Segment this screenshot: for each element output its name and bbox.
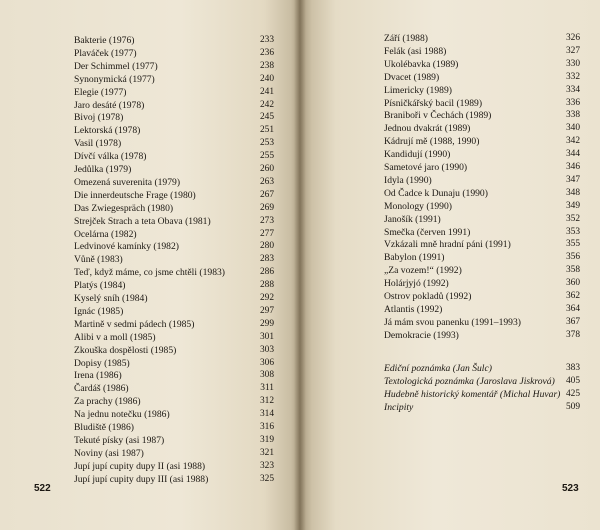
entry-page-number: 362	[565, 291, 580, 301]
entry-title: Platýs (1984)	[74, 280, 126, 292]
entry-title: Ocelárna (1982)	[74, 228, 137, 240]
toc-entry	[384, 161, 580, 174]
entry-page-number: 286	[259, 267, 274, 278]
entry-page-number: 233	[259, 35, 274, 45]
entry-title: Vasil (1978)	[74, 138, 122, 150]
entry-page-number: 306	[259, 357, 274, 368]
entry-page-number: 316	[259, 422, 274, 432]
entry-title: Čardáš (1986)	[74, 383, 129, 395]
entry-page-number: 299	[259, 318, 274, 329]
entry-title: Já mám svou panenku (1991–1993)	[384, 316, 521, 328]
toc-entry	[74, 253, 274, 266]
entry-page-number: 236	[259, 47, 274, 58]
toc-entry	[384, 32, 580, 45]
toc-entry	[74, 421, 274, 434]
entry-title: Bakterie (1976)	[74, 35, 135, 46]
entry-page-number: 344	[565, 149, 580, 160]
toc-entry	[74, 460, 274, 473]
entry-title: Martině v sedmi pádech (1985)	[74, 318, 195, 330]
entry-page-number: 319	[259, 434, 274, 445]
book-gutter	[294, 0, 306, 530]
entry-page-number: 509	[565, 401, 580, 412]
entry-page-number: 255	[259, 151, 274, 162]
entry-title: Omezená suverenita (1979)	[74, 176, 181, 188]
entry-title: Od Čadce k Dunaju (1990)	[384, 187, 488, 199]
toc-entry	[74, 240, 274, 253]
toc-entry	[384, 226, 580, 239]
entry-title: Felák (asi 1988)	[384, 45, 447, 57]
entry-page-number: 342	[565, 136, 580, 147]
entry-title: Dvacet (1989)	[384, 71, 440, 83]
toc-entry	[74, 344, 274, 357]
entry-page-number: 308	[259, 370, 274, 381]
entry-title: Ledvinové kamínky (1982)	[74, 241, 179, 253]
entry-title: Smečka (červen 1991)	[384, 226, 471, 238]
entry-page-number: 338	[565, 110, 580, 121]
entry-page-number: 273	[259, 215, 274, 226]
entry-page-number: 405	[565, 375, 580, 386]
toc-note-entry	[384, 375, 580, 388]
toc-entry	[74, 111, 274, 124]
entry-page-number: 245	[259, 112, 274, 123]
entry-page-number: 347	[565, 174, 580, 185]
toc-entry	[74, 369, 274, 382]
toc-entry	[74, 447, 274, 460]
toc-entry	[74, 408, 274, 421]
page-number: 523	[562, 483, 579, 494]
entry-page-number: 267	[259, 189, 274, 200]
entry-page-number: 321	[259, 447, 274, 458]
entry-page-number: 327	[565, 45, 580, 56]
entry-page-number: 326	[565, 33, 580, 43]
entry-page-number: 280	[259, 241, 274, 252]
entry-page-number: 356	[565, 252, 580, 263]
entry-page-number: 238	[259, 60, 274, 71]
toc-entry	[74, 228, 274, 241]
toc-entry	[74, 150, 274, 163]
entry-page-number: 348	[565, 187, 580, 198]
entry-title: Das Zwiegespräch (1980)	[74, 202, 174, 214]
entry-title: Za prachy (1986)	[74, 396, 141, 408]
entry-title: Kandidují (1990)	[384, 149, 451, 161]
entry-title: Kádrují mě (1988, 1990)	[384, 136, 480, 148]
toc-entry	[384, 174, 580, 187]
toc-entry	[384, 264, 580, 277]
toc-entry	[74, 331, 274, 344]
toc-entry	[74, 60, 274, 73]
toc-entry	[384, 97, 580, 110]
entry-page-number: 355	[565, 239, 580, 250]
entry-title: Incipity	[384, 401, 414, 413]
entry-page-number: 364	[565, 303, 580, 314]
entry-page-number: 263	[259, 176, 274, 187]
entry-page-number: 303	[259, 344, 274, 355]
entry-page-number: 323	[259, 460, 274, 471]
toc-entry	[74, 357, 274, 370]
entry-title: Zkouška dospělosti (1985)	[74, 344, 177, 356]
entry-page-number: 358	[565, 265, 580, 276]
toc-entry	[384, 187, 580, 200]
entry-title: Lektorská (1978)	[74, 125, 141, 137]
entry-page-number: 251	[259, 125, 274, 136]
toc-entry	[384, 84, 580, 97]
entry-page-number: 334	[565, 84, 580, 95]
toc-entry	[384, 303, 580, 316]
entry-page-number: 241	[259, 86, 274, 97]
toc-entry	[384, 238, 580, 251]
toc-entry	[74, 395, 274, 408]
entry-page-number: 253	[259, 138, 274, 149]
entry-title: Monology (1990)	[384, 200, 452, 212]
toc-entry	[384, 251, 580, 264]
entry-page-number: 260	[259, 164, 274, 174]
toc-entry	[384, 329, 580, 342]
toc-entry	[74, 47, 274, 60]
entry-page-number: 330	[565, 58, 580, 69]
entry-title: Limericky (1989)	[384, 84, 452, 96]
entry-title: Jupí jupí cupity dupy II (asi 1988)	[74, 460, 206, 472]
entry-title: Jaro desáté (1978)	[74, 99, 145, 111]
entry-title: Irena (1986)	[74, 370, 122, 382]
entry-title: Září (1988)	[384, 33, 428, 44]
entry-title: Die innerdeutsche Frage (1980)	[74, 189, 196, 201]
entry-page-number: 349	[565, 200, 580, 211]
toc-entry	[384, 213, 580, 226]
entry-title: Písničkářský bacil (1989)	[384, 97, 483, 109]
entry-page-number: 383	[565, 363, 580, 373]
entry-page-number: 312	[259, 396, 274, 407]
toc-entry	[384, 148, 580, 161]
right-page	[300, 0, 600, 530]
entry-page-number: 352	[565, 213, 580, 224]
toc-entry	[74, 137, 274, 150]
entry-title: Sametové jaro (1990)	[384, 162, 468, 173]
entry-title: Vzkázali mně hradní páni (1991)	[384, 239, 511, 251]
toc-entry	[384, 71, 580, 84]
entry-page-number: 367	[565, 316, 580, 327]
entry-page-number: 346	[565, 162, 580, 172]
toc-entry	[384, 135, 580, 148]
entry-title: Braniboři v Čechách (1989)	[384, 110, 492, 122]
toc-entry	[74, 34, 274, 47]
entry-page-number: 325	[259, 473, 274, 484]
entry-title: Holárjyjó (1992)	[384, 278, 449, 290]
entry-page-number: 425	[565, 388, 580, 399]
entry-title: Kyselý sníh (1984)	[74, 293, 148, 304]
entry-title: Dívčí válka (1978)	[74, 151, 147, 163]
entry-title: Vůně (1983)	[74, 254, 123, 266]
toc-entry	[74, 189, 274, 202]
entry-title: Hudebně historický komentář (Michal Huvar)	[384, 388, 561, 400]
toc-entry	[74, 202, 274, 215]
entry-title: Jedůlka (1979)	[74, 164, 132, 175]
toc-entry	[74, 473, 274, 486]
toc-entry	[384, 58, 580, 71]
toc-entry	[384, 200, 580, 213]
toc-entry	[74, 124, 274, 137]
entry-page-number: 378	[565, 329, 580, 340]
entry-page-number: 336	[565, 97, 580, 108]
entry-title: Teď, když máme, co jsme chtěli (1983)	[74, 267, 225, 279]
toc-entry	[74, 305, 274, 318]
toc-entry	[74, 176, 274, 189]
entry-title: Jupí jupí cupity dupy III (asi 1988)	[74, 473, 209, 485]
entry-title: Babylon (1991)	[384, 252, 445, 264]
entry-title: Textologická poznámka (Jaroslava Jiskrová)	[384, 375, 555, 387]
entry-title: Atlantis (1992)	[384, 303, 443, 315]
entry-title: Na jednu notečku (1986)	[74, 409, 170, 421]
toc-entry	[74, 292, 274, 305]
entry-page-number: 301	[259, 331, 274, 342]
entry-page-number: 283	[259, 254, 274, 265]
entry-page-number: 269	[259, 202, 274, 213]
toc-entry	[74, 86, 274, 99]
toc-entry	[384, 45, 580, 58]
entry-page-number: 240	[259, 73, 274, 84]
entry-page-number: 360	[565, 278, 580, 289]
toc-entry	[384, 290, 580, 303]
toc-entry	[74, 434, 274, 447]
entry-page-number: 297	[259, 305, 274, 316]
entry-page-number: 340	[565, 123, 580, 134]
entry-title: Idyla (1990)	[384, 174, 432, 186]
entry-title: Dopisy (1985)	[74, 357, 130, 369]
toc-note-entry	[384, 388, 580, 401]
entry-page-number: 277	[259, 228, 274, 239]
entry-title: Janošík (1991)	[384, 213, 441, 225]
entry-title: Plaváček (1977)	[74, 47, 137, 59]
entry-title: Der Schimmel (1977)	[74, 60, 158, 72]
toc-entry	[74, 73, 274, 86]
toc-entry	[74, 279, 274, 292]
entry-page-number: 314	[259, 409, 274, 420]
toc-entry	[74, 163, 274, 176]
toc-entry	[384, 316, 580, 329]
toc-entry	[74, 318, 274, 331]
entry-title: Tekuté písky (asi 1987)	[74, 434, 165, 446]
toc-entry	[384, 122, 580, 135]
entry-title: Ukolébavka (1989)	[384, 58, 459, 70]
toc-entry	[74, 99, 274, 112]
toc-note-entry	[384, 401, 580, 414]
entry-title: Alibi v a moll (1985)	[74, 331, 156, 343]
entry-page-number: 242	[259, 99, 274, 110]
entry-page-number: 288	[259, 280, 274, 291]
entry-title: Bludiště (1986)	[74, 422, 134, 433]
entry-page-number: 332	[565, 71, 580, 82]
entry-page-number: 311	[260, 383, 274, 394]
page-number: 522	[34, 483, 51, 494]
entry-title: Jednou dvakrát (1989)	[384, 123, 471, 135]
entry-page-number: 292	[259, 293, 274, 303]
entry-title: Demokracie (1993)	[384, 329, 459, 341]
entry-title: Strejček Strach a teta Obava (1981)	[74, 215, 211, 227]
toc-entry	[74, 215, 274, 228]
entry-page-number: 353	[565, 226, 580, 237]
entry-title: Bivoj (1978)	[74, 112, 124, 124]
entry-title: Elegie (1977)	[74, 86, 127, 98]
toc-entry	[74, 382, 274, 395]
toc-note-entry	[384, 362, 580, 375]
entry-title: Ostrov pokladů (1992)	[384, 291, 472, 302]
entry-title: Ignác (1985)	[74, 305, 124, 317]
entry-title: Synonymická (1977)	[74, 73, 155, 85]
entry-title: „Za vozem!“ (1992)	[384, 265, 462, 277]
toc-entry	[384, 277, 580, 290]
entry-title: Noviny (asi 1987)	[74, 447, 144, 459]
toc-entry	[384, 109, 580, 122]
toc-entry	[74, 266, 274, 279]
entry-title: Ediční poznámka (Jan Šulc)	[384, 363, 492, 374]
